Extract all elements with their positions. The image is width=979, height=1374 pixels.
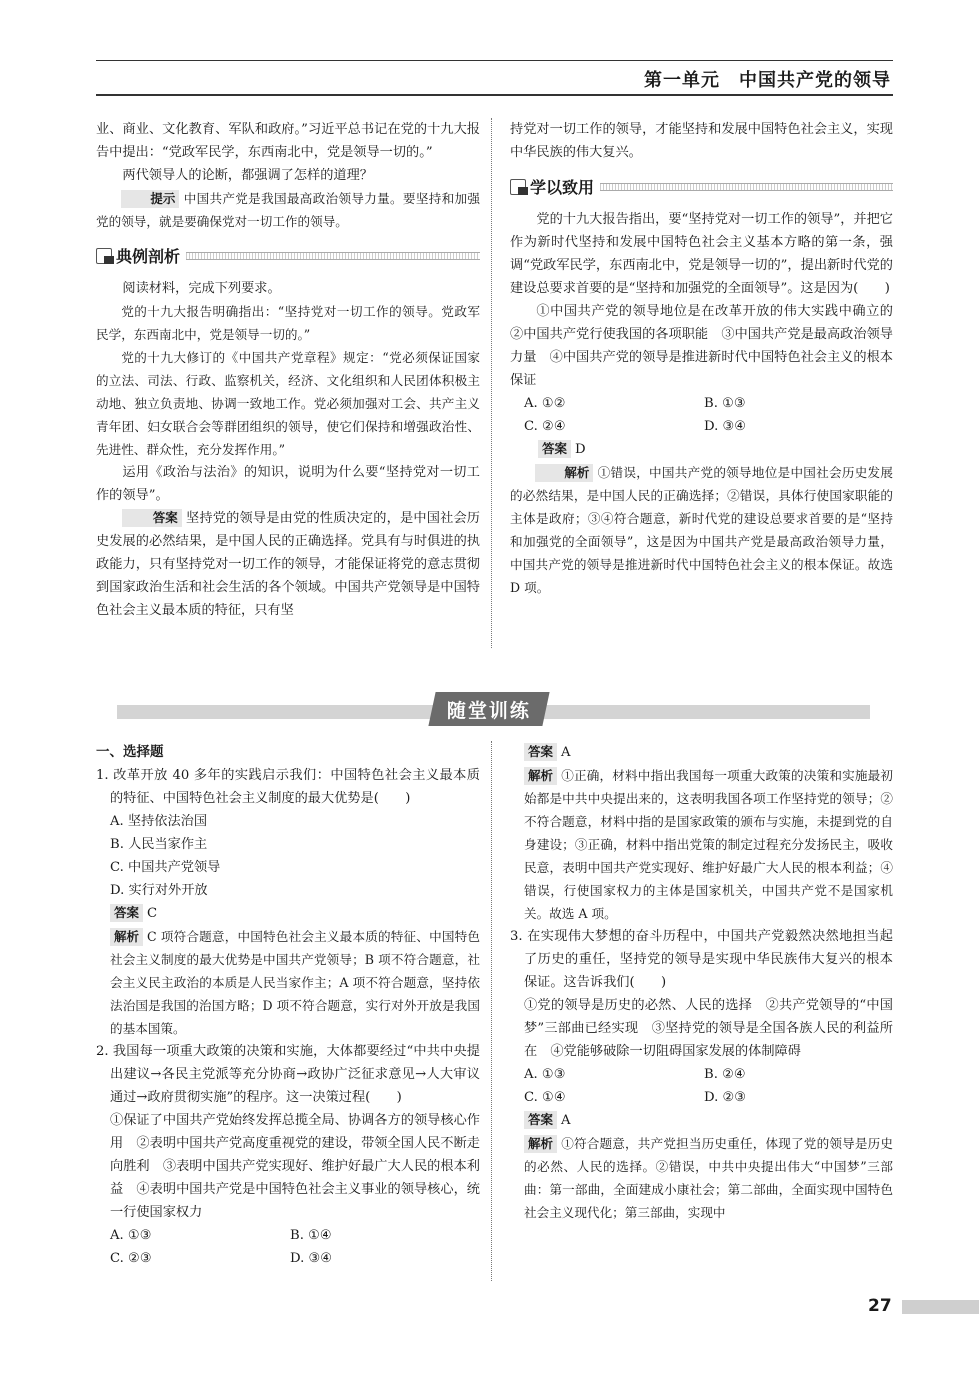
- option: D. ②③: [704, 1090, 747, 1105]
- explanation: [510, 1132, 893, 1224]
- answer-tag: 答案: [110, 904, 143, 922]
- explanation-text: C 项符合题意，中国特色社会主义最本质的特征、中国特色社会主义制度的最大优势是中国共产党领导；B 项不符合题意，社会主义民主政治的本质是人民当家作主；A 项不符合题意，坚持依法治国是我国的治国方略；D 项不符合题意，实行对外开放是我国的基本国策。: [110, 929, 480, 1036]
- section-heading-choice: 一、选择题: [96, 744, 164, 760]
- unit-title: 第一单元 中国共产党的领导: [644, 70, 891, 91]
- banner-title: 随堂训练: [446, 699, 531, 722]
- answer-value: A: [561, 745, 571, 760]
- answer-tag: 答案: [524, 743, 557, 761]
- explanation: [96, 925, 480, 1040]
- options: [510, 392, 893, 438]
- section-icon: [96, 248, 112, 264]
- answer-paragraph: [96, 507, 480, 622]
- option: B. 人民当家作主: [110, 837, 208, 852]
- answer-tag: 答案: [524, 1111, 557, 1129]
- option: C. 中国共产党领导: [110, 860, 221, 875]
- paragraph: 阅读材料，完成下列要求。: [122, 281, 281, 296]
- section-heading: [510, 174, 893, 200]
- option: D. ③④: [290, 1251, 333, 1266]
- section-heading: [96, 243, 480, 269]
- option: B. ②④: [704, 1067, 746, 1082]
- header-rule-top: [96, 60, 893, 61]
- section-rule: [600, 183, 893, 191]
- column-divider: [491, 741, 492, 1281]
- explanation-tag: 解析: [535, 464, 593, 482]
- page-number-bar: [902, 1300, 979, 1314]
- answer-value: C: [147, 906, 158, 921]
- section-icon: [510, 179, 526, 195]
- tip-paragraph: [96, 187, 480, 233]
- section-rule: [186, 252, 480, 260]
- paragraph: 业、商业、文化教育、军队和政府。”习近平总书记在党的十九大报告中提出：“党政军民学，东西南北中，党是领导一切的。”: [96, 122, 480, 160]
- column-divider: [491, 118, 492, 648]
- explanation-text: ①错误，中国共产党的领导地位是中国社会历史发展的必然结果，是中国人民的正确选择；②错误，具体行使国家职能的主体是政府；③④符合题意，新时代党的建设总要求首要的是“坚持和加强党的全面领导”，这是因为中国共产党是最高政治领导力量，中国共产党的领导是推进新时代中国特色社会主义的根本保证。故选 D 项。: [510, 465, 893, 595]
- option: C. ②③: [110, 1251, 152, 1266]
- options: [96, 1224, 480, 1270]
- answer-line: [510, 438, 893, 461]
- option: C. ①④: [524, 1090, 566, 1105]
- option: B. ①③: [704, 396, 746, 411]
- option: A. ①②: [524, 396, 566, 411]
- answer-line: [510, 1109, 893, 1132]
- paragraph: 持党对一切工作的领导，才能坚持和发展中国特色社会主义，实现中华民族的伟大复兴。: [510, 122, 893, 160]
- explanation-tag: 解析: [110, 928, 143, 946]
- explanation-tag: 解析: [524, 1135, 557, 1153]
- left-bottom-column: [96, 741, 480, 1270]
- explanation: [510, 461, 893, 599]
- section-title: 典例剖析: [116, 246, 181, 266]
- section-title: 学以致用: [530, 177, 595, 197]
- right-bottom-column: [510, 741, 893, 1224]
- question-3: 3. 在实现伟大梦想的奋斗历程中，中国共产党毅然决然地担当起了历史的重任，坚持党的领导是实现中华民族伟大复兴的根本保证。这告诉我们( ): [510, 929, 893, 990]
- option: A. ①③: [110, 1228, 152, 1243]
- right-top-column: [510, 118, 907, 599]
- section-banner: [428, 692, 549, 726]
- explanation: [510, 764, 893, 925]
- paragraph: 党的十九大修订的《中国共产党章程》规定：“党必须保证国家的立法、司法、行政、监察机关，经济、文化组织和人民团体积极主动地、独立负责地、协调一致地工作。党必须加强对工会、共产主义青年团、妇女联合会等群团组织的领导，使它们保持和增强政治性、先进性、群众性，充分发挥作用。”: [96, 350, 480, 457]
- tip-text: 中国共产党是我国最高政治领导力量。要坚持和加强党的领导，就是要确保党对一切工作的领导。: [96, 191, 480, 229]
- paragraph: 两代领导人的论断，都强调了怎样的道理？: [122, 168, 373, 183]
- answer-line: [510, 741, 893, 764]
- left-top-column: [96, 118, 480, 622]
- answer-text: 坚持党的领导是由党的性质决定的，是中国社会历史发展的必然结果，是中国人民的正确选择。党具有与时俱进的执政能力，只有坚持党对一切工作的领导，才能保证将党的意志贯彻到国家政治生活和社会生活的各个领域。中国共产党领导是中国特色社会主义最本质的特征，只有坚: [96, 511, 480, 618]
- tip-tag: 提示: [121, 190, 179, 208]
- option: A. 坚持依法治国: [110, 814, 208, 829]
- paragraph: 运用《政治与法治》的知识，说明为什么要“坚持党对一切工作的领导”。: [96, 465, 480, 503]
- paragraph: 党的十九大报告明确指出：“坚持党对一切工作的领导。党政军民学，东西南北中，党是领导一切的。”: [96, 304, 480, 342]
- question-statements: ①中国共产党的领导地位是在改革开放的伟大实践中确立的 ②中国共产党行使我国的各项职能 ③中国共产党是最高政治领导力量 ④中国共产党的领导是推进新时代中国特色社会主义的根本保证: [510, 304, 907, 388]
- explanation-tag: 解析: [524, 767, 557, 785]
- page-number: 27: [868, 1296, 892, 1316]
- options: [510, 1063, 893, 1109]
- question-2: 2. 我国每一项重大政策的决策和实施，大体都要经过“中共中央提出建议→各民主党派等充分协商→政协广泛征求意见→人大审议通过→政府贯彻实施”的程序。这一决策过程( ): [96, 1044, 480, 1105]
- option: C. ②④: [524, 419, 566, 434]
- answer-value: D: [575, 442, 586, 457]
- option: D. ③④: [704, 419, 747, 434]
- answer-tag: 答案: [538, 440, 571, 458]
- answer-tag: 答案: [122, 509, 181, 527]
- explanation-text: ①符合题意，共产党担当历史重任，体现了党的领导是历史的必然、人民的选择。②错误，中共中央提出伟大“中国梦”三部曲：第一部曲，全面建成小康社会；第二部曲，全面实现中国特色社会主义现代化；第三部曲，实现中: [524, 1136, 893, 1220]
- option: D. 实行对外开放: [110, 883, 208, 898]
- question-statements: ①党的领导是历史的必然、人民的选择 ②共产党领导的“中国梦”三部曲已经实现 ③坚持党的领导是全国各族人民的利益所在 ④党能够破除一切阻碍国家发展的体制障碍: [524, 998, 893, 1059]
- header-rule-bottom: [96, 94, 893, 96]
- question-1: 1. 改革开放 40 多年的实践启示我们：中国特色社会主义最本质的特征、中国特色社会主义制度的最大优势是( ): [96, 768, 480, 806]
- option: A. ①③: [524, 1067, 566, 1082]
- explanation-text: ①正确，材料中指出我国每一项重大政策的决策和实施最初始都是中共中央提出来的，这表明我国各项工作坚持党的领导；②不符合题意，材料中指的是国家政策的颁布与实施，未提到党的自身建设；③正确，材料中指出党策的制定过程充分发扬民主，吸收民意，表明中国共产党实现好、维护好最广大人民的根本利益；④错误，行使国家权力的主体是国家机关，中国共产党不是国家机关。故选 A 项。: [524, 768, 893, 921]
- answer-line: [96, 902, 480, 925]
- option: B. ①④: [290, 1228, 332, 1243]
- question-stem: 党的十九大报告指出，要“坚持党对一切工作的领导”，并把它作为新时代坚持和发展中国特色社会主义基本方略的第一条，强调“党政军民学，东西南北中，党是领导一切的”，提出新时代党的建设总要求首要的是“坚持和加强党的全面领导”。这是因为( ): [510, 212, 893, 296]
- answer-value: A: [561, 1113, 571, 1128]
- question-statements: ①保证了中国共产党始终发挥总揽全局、协调各方的领导核心作用 ②表明中国共产党高度重视党的建设，带领全国人民不断走向胜利 ③表明中国共产党实现好、维护好最广大人民的根本利益 ④表明中国共产党是中国特色社会主义事业的领导核心，统一行使国家权力: [110, 1113, 480, 1220]
